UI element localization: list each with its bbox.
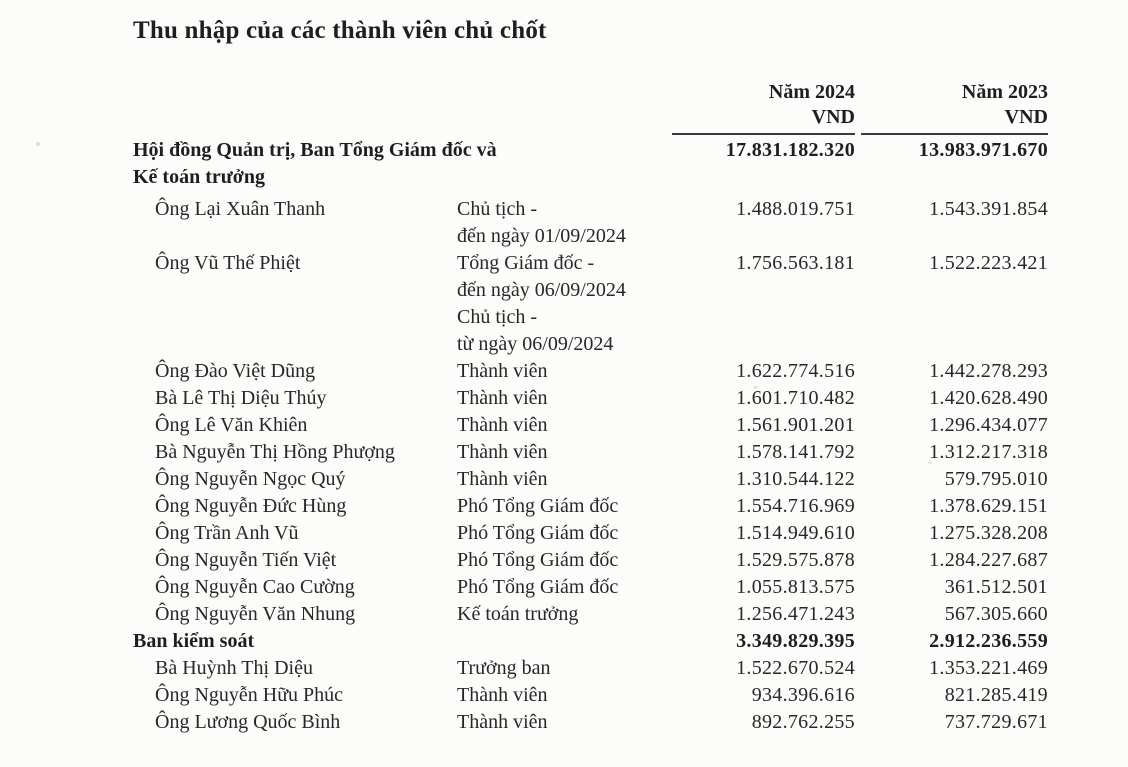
position-cell <box>457 493 672 520</box>
position-line: Tổng Giám đốc - <box>457 252 595 274</box>
position-line: Thành viên <box>457 468 548 490</box>
amount-2023: 1.378.629.151 <box>929 495 1048 517</box>
amount-2024: 1.601.710.482 <box>736 387 855 409</box>
amount-2023: 1.284.227.687 <box>929 549 1048 571</box>
table-row <box>133 466 1048 493</box>
position-cell <box>457 358 672 385</box>
scan-speck <box>36 142 40 146</box>
member-name: Bà Huỳnh Thị Diệu <box>155 657 313 679</box>
member-name: Ông Lê Văn Khiên <box>155 414 308 436</box>
position-cell <box>457 412 672 439</box>
amount-2024: 1.578.141.792 <box>736 441 855 463</box>
section-title <box>133 137 672 191</box>
member-name: Ông Lương Quốc Bình <box>155 711 341 733</box>
amount-2024: 1.529.575.878 <box>736 549 855 571</box>
table-row <box>133 196 1048 250</box>
table-row <box>133 601 1048 628</box>
table-row <box>133 520 1048 547</box>
table-section-row <box>133 628 1048 655</box>
position-line: Thành viên <box>457 387 548 409</box>
position-cell <box>457 466 672 493</box>
position-line: Thành viên <box>457 684 548 706</box>
year-2023-label: Năm 2023 <box>961 81 1048 103</box>
amount-2024: 1.756.563.181 <box>736 252 855 274</box>
amount-2024: 3.349.829.395 <box>736 630 855 652</box>
position-cell <box>457 709 672 736</box>
amount-2024: 1.561.901.201 <box>736 414 855 436</box>
member-name: Ông Nguyễn Tiến Việt <box>155 549 337 571</box>
member-name: Ông Nguyễn Hữu Phúc <box>155 684 344 706</box>
member-name: Bà Lê Thị Diệu Thúy <box>155 387 327 409</box>
table-body <box>133 137 1048 736</box>
section-title-line: Kế toán trưởng <box>133 166 265 188</box>
column-header-2024 <box>672 80 855 135</box>
column-header-2023 <box>861 80 1048 135</box>
position-cell <box>457 574 672 601</box>
position-line: Kế toán trưởng <box>457 603 579 625</box>
member-name: Ông Trần Anh Vũ <box>155 522 299 544</box>
member-name: Ông Lại Xuân Thanh <box>155 198 326 220</box>
position-line: Thành viên <box>457 414 548 436</box>
position-line: Thành viên <box>457 441 548 463</box>
table-section-row <box>133 137 1048 191</box>
table-row <box>133 655 1048 682</box>
amount-2024: 1.256.471.243 <box>736 603 855 625</box>
position-cell <box>457 385 672 412</box>
table-row <box>133 358 1048 385</box>
amount-2023: 737.729.671 <box>944 711 1048 733</box>
amount-2023: 1.420.628.490 <box>929 387 1048 409</box>
position-line: Thành viên <box>457 360 548 382</box>
position-line: Trưởng ban <box>457 657 551 679</box>
amount-2023: 1.543.391.854 <box>929 198 1048 220</box>
section-title-line: Ban kiểm soát <box>133 630 255 652</box>
table-row <box>133 493 1048 520</box>
member-name: Ông Nguyễn Ngọc Quý <box>155 468 346 490</box>
amount-2023: 1.353.221.469 <box>929 657 1048 679</box>
amount-2023: 1.296.434.077 <box>929 414 1048 436</box>
member-name: Ông Nguyễn Văn Nhung <box>155 603 356 625</box>
table-row <box>133 547 1048 574</box>
member-name: Ông Nguyễn Cao Cường <box>155 576 355 598</box>
position-cell <box>457 196 672 250</box>
position-line: Chủ tịch - <box>457 198 537 220</box>
position-cell <box>457 250 672 358</box>
position-cell <box>457 439 672 466</box>
position-line: Phó Tổng Giám đốc <box>457 576 619 598</box>
amount-2024: 17.831.182.320 <box>725 139 855 161</box>
amount-2023: 361.512.501 <box>944 576 1048 598</box>
position-cell <box>457 682 672 709</box>
table-row <box>133 709 1048 736</box>
year-2024-label: Năm 2024 <box>768 81 855 103</box>
position-cell <box>457 520 672 547</box>
position-line: đến ngày 01/09/2024 <box>457 225 626 247</box>
position-line: Phó Tổng Giám đốc <box>457 522 619 544</box>
amount-2023: 1.522.223.421 <box>929 252 1048 274</box>
table-row <box>133 682 1048 709</box>
currency-label: VND <box>811 106 855 128</box>
table-row <box>133 412 1048 439</box>
amount-2024: 1.554.716.969 <box>736 495 855 517</box>
member-name: Bà Nguyễn Thị Hồng Phượng <box>155 441 395 463</box>
amount-2023: 1.442.278.293 <box>929 360 1048 382</box>
position-cell <box>457 547 672 574</box>
page-title: Thu nhập của các thành viên chủ chốt <box>133 17 547 44</box>
amount-2023: 1.312.217.318 <box>929 441 1048 463</box>
position-line: Phó Tổng Giám đốc <box>457 495 619 517</box>
position-line: Chủ tịch - <box>457 306 537 328</box>
amount-2024: 892.762.255 <box>751 711 855 733</box>
position-line: đến ngày 06/09/2024 <box>457 279 626 301</box>
amount-2024: 934.396.616 <box>751 684 855 706</box>
position-cell <box>457 655 672 682</box>
member-name: Ông Vũ Thế Phiệt <box>155 252 301 274</box>
table-row <box>133 439 1048 466</box>
table-row <box>133 250 1048 358</box>
amount-2024: 1.055.813.575 <box>736 576 855 598</box>
member-name: Ông Nguyễn Đức Hùng <box>155 495 347 517</box>
amount-2023: 579.795.010 <box>944 468 1048 490</box>
position-line: Thành viên <box>457 711 548 733</box>
table-header-row <box>133 80 1048 135</box>
position-line: Phó Tổng Giám đốc <box>457 549 619 571</box>
amount-2023: 2.912.236.559 <box>929 630 1048 652</box>
position-cell <box>457 601 672 628</box>
amount-2023: 567.305.660 <box>944 603 1048 625</box>
member-name: Ông Đào Việt Dũng <box>155 360 316 382</box>
amount-2024: 1.522.670.524 <box>736 657 855 679</box>
amount-2023: 13.983.971.670 <box>918 139 1048 161</box>
header-spacer <box>457 80 672 135</box>
table-row <box>133 574 1048 601</box>
amount-2024: 1.514.949.610 <box>736 522 855 544</box>
amount-2024: 1.488.019.751 <box>736 198 855 220</box>
amount-2024: 1.622.774.516 <box>736 360 855 382</box>
section-title-line: Hội đồng Quản trị, Ban Tổng Giám đốc và <box>133 139 497 161</box>
table-row <box>133 385 1048 412</box>
amount-2023: 821.285.419 <box>944 684 1048 706</box>
header-spacer <box>133 80 457 135</box>
amount-2023: 1.275.328.208 <box>929 522 1048 544</box>
position-line: từ ngày 06/09/2024 <box>457 333 614 355</box>
amount-2024: 1.310.544.122 <box>736 468 855 490</box>
section-title <box>133 628 672 655</box>
document-content <box>133 16 1048 736</box>
currency-label: VND <box>1004 106 1048 128</box>
